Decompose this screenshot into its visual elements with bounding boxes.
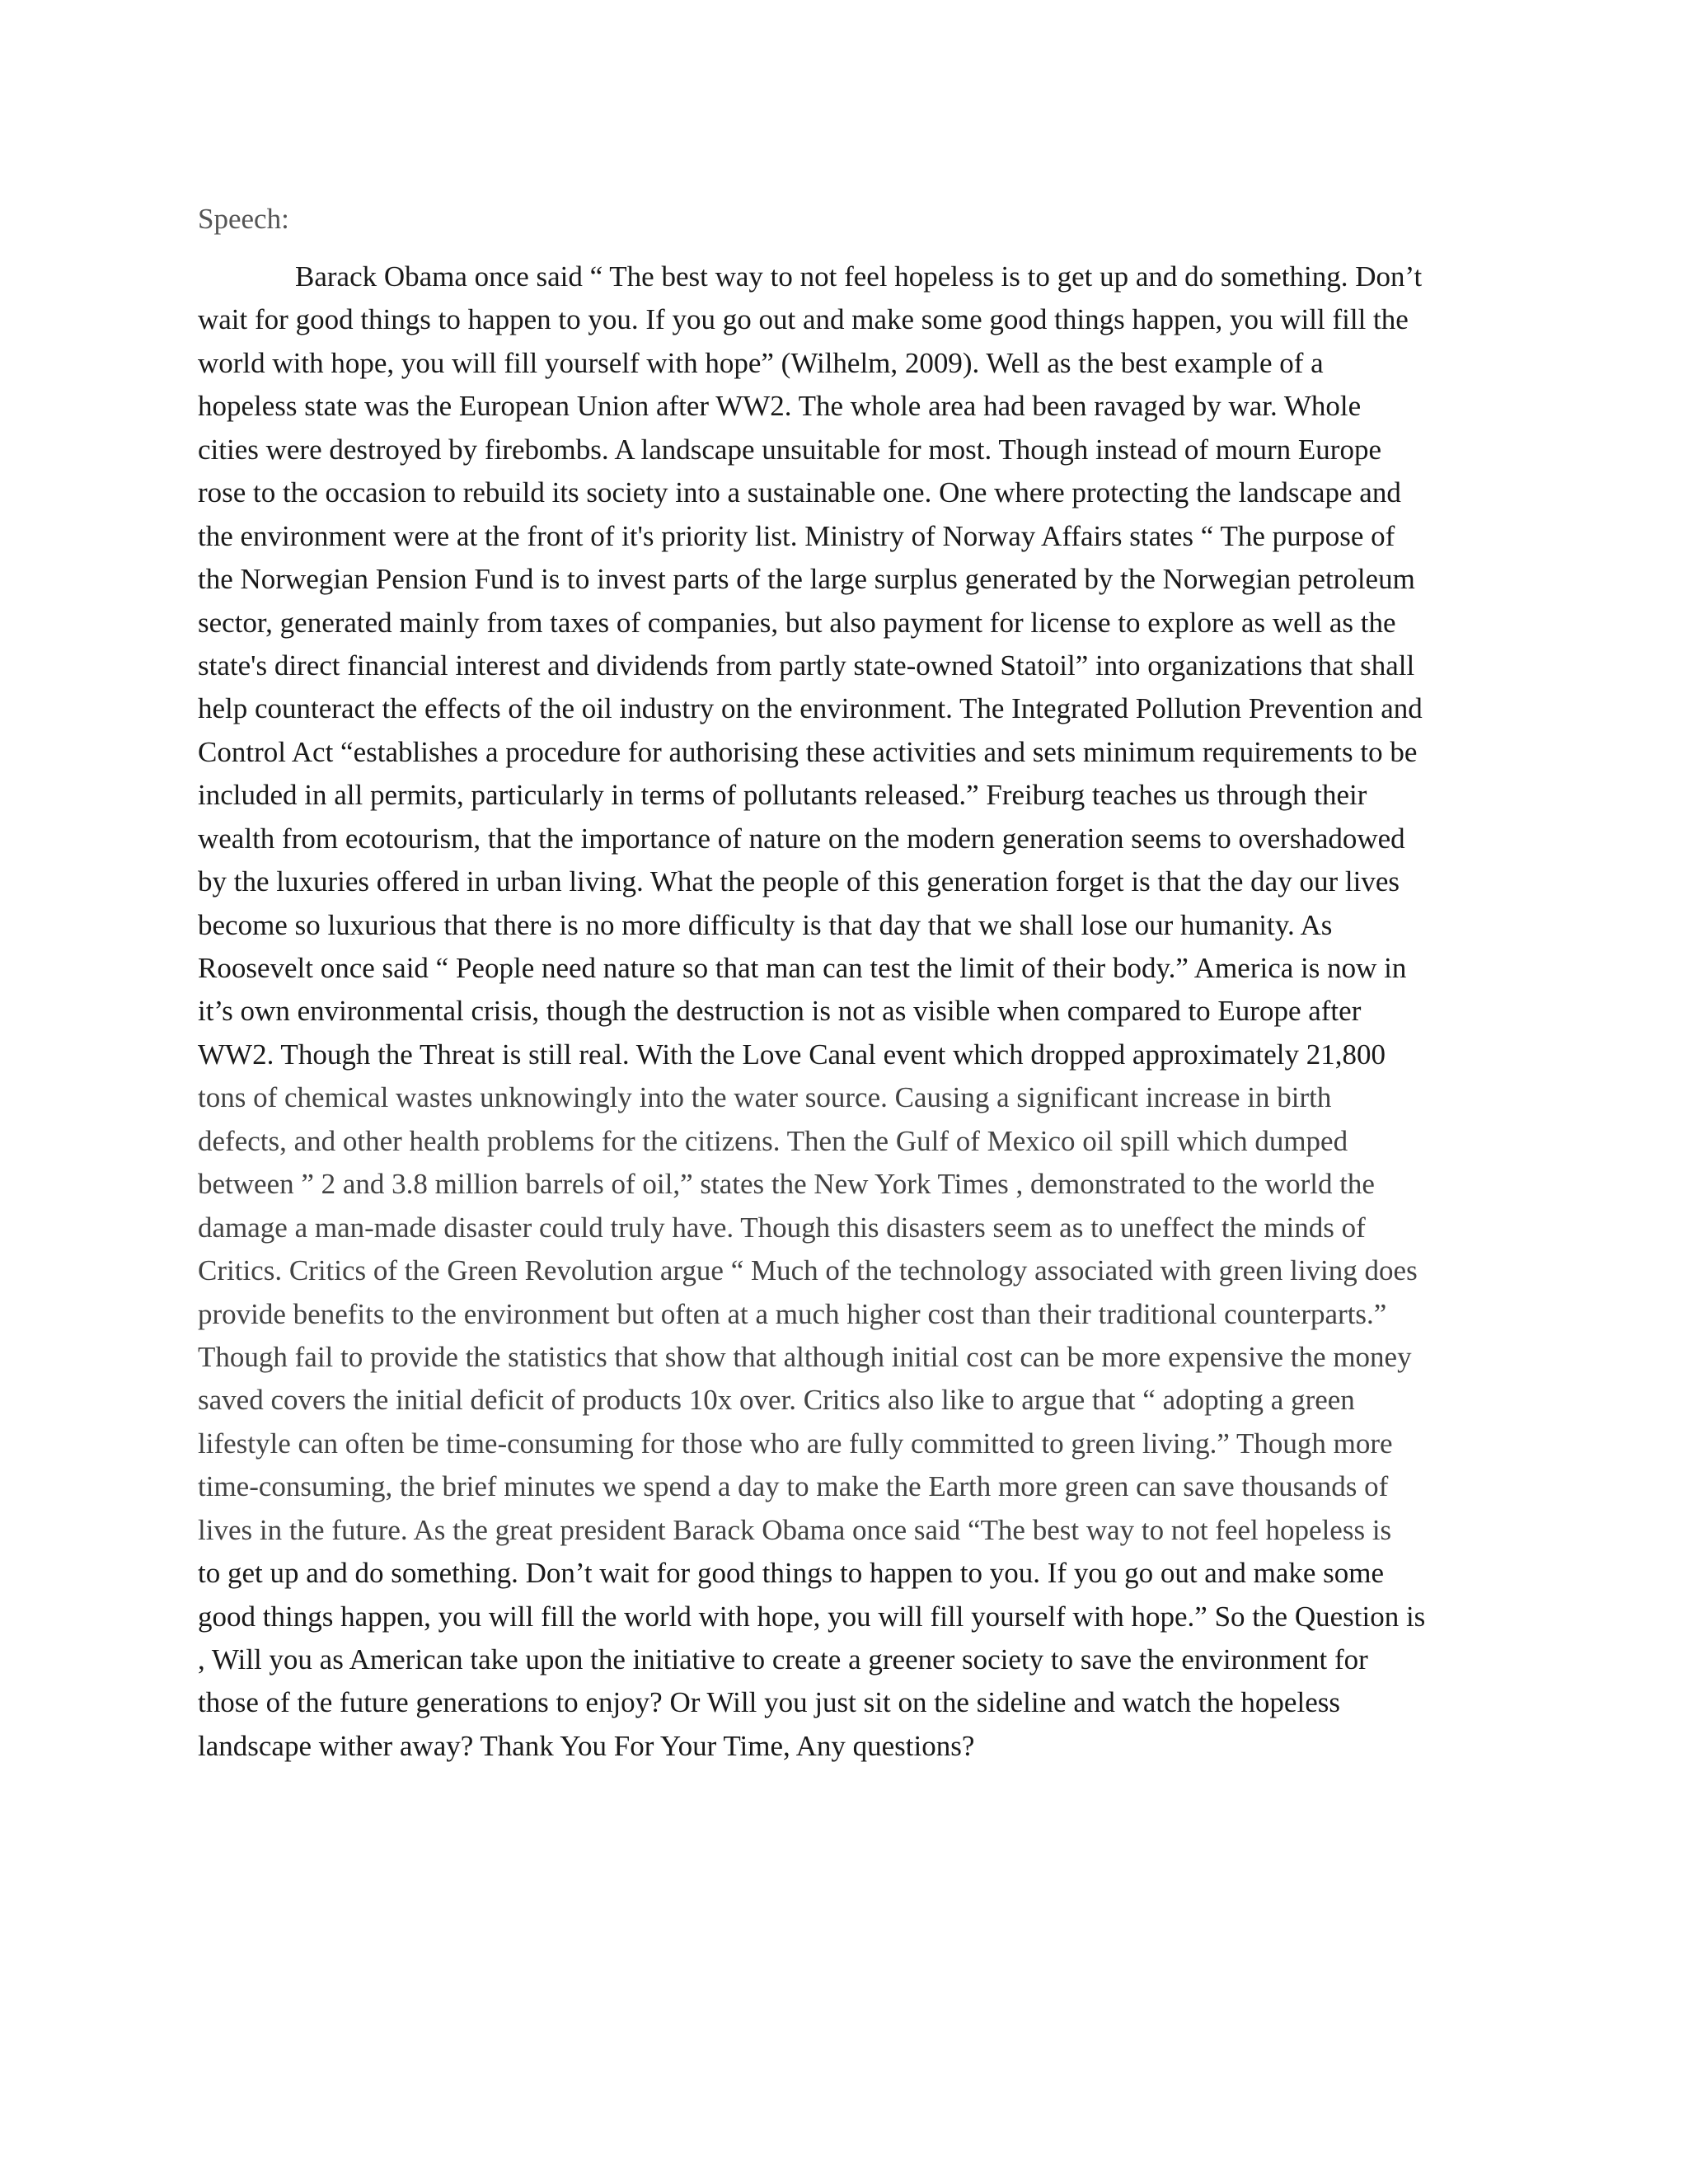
text-line: defects, and other health problems for the citizens. Then the Gulf of Mexico oil spill which dumped (198, 1124, 1348, 1157)
text-line: Critics. Critics of the Green Revolution argue “ Much of the technology associated with green living does (198, 1254, 1418, 1287)
text-line: lifestyle can often be time-consuming for those who are fully committed to green living.” Though more (198, 1427, 1393, 1460)
text-line: by the luxuries offered in urban living. What the people of this generation forget is that the day our lives (198, 865, 1400, 898)
text-line: wait for good things to happen to you. If you go out and make some good things happen, you will fill the (198, 303, 1409, 336)
text-line: WW2. Though the Threat is still real. With the Love Canal event which dropped approximately 21,800 (198, 1038, 1386, 1071)
text-line: wealth from ecotourism, that the importance of nature on the modern generation seems to overshadowed (198, 822, 1405, 855)
text-line: Roosevelt once said “ People need nature so that man can test the limit of their body.” America is now in (198, 952, 1407, 984)
text-line: , Will you as American take upon the initiative to create a greener society to save the environment for (198, 1643, 1368, 1675)
speech-paragraph (198, 255, 1508, 1768)
text-line: rose to the occasion to rebuild its society into a sustainable one. One where protecting the landscape and (198, 476, 1401, 509)
text-line: saved covers the initial deficit of products 10x over. Critics also like to argue that “ adopting a green (198, 1384, 1355, 1417)
text-line: hopeless state was the European Union after WW2. The whole area had been ravaged by war. Whole (198, 390, 1362, 423)
text-line: sector, generated mainly from taxes of companies, but also payment for license to explore as well as the (198, 606, 1396, 639)
text-line: lives in the future. As the great president Barack Obama once said “The best way to not feel hopeless is (198, 1513, 1392, 1546)
text-line: to get up and do something. Don’t wait for good things to happen to you. If you go out and make some (198, 1557, 1385, 1590)
text-line: damage a man-made disaster could truly have. Though this disasters seem as to uneffect the minds of (198, 1211, 1366, 1244)
text-line: cities were destroyed by firebombs. A landscape unsuitable for most. Though instead of mourn Europe (198, 433, 1381, 466)
text-line: Barack Obama once said “ The best way to not feel hopeless is to get up and do something. Don’t (295, 260, 1423, 293)
text-line: provide benefits to the environment but often at a much higher cost than their traditional counterparts.” (198, 1297, 1387, 1330)
text-line: state's direct financial interest and dividends from partly state-owned Statoil” into organizations that shall (198, 649, 1415, 682)
text-line: world with hope, you will fill yourself with hope” (Wilhelm, 2009). Well as the best example of a (198, 346, 1324, 379)
text-line: Control Act “establishes a procedure for authorising these activities and sets minimum requirements to be (198, 735, 1418, 768)
text-line: the Norwegian Pension Fund is to invest parts of the large surplus generated by the Norwegian petroleum (198, 563, 1415, 596)
text-line: it’s own environmental crisis, though the destruction is not as visible when compared to Europe after (198, 995, 1362, 1028)
text-line: help counteract the effects of the oil industry on the environment. The Integrated Pollution Prevention and (198, 692, 1423, 725)
text-line: those of the future generations to enjoy? Or Will you just sit on the sideline and watch the hopeless (198, 1686, 1340, 1719)
text-line: the environment were at the front of it's priority list. Ministry of Norway Affairs states “ The purpose of (198, 519, 1395, 552)
text-line: tons of chemical wastes unknowingly into the water source. Causing a significant increase in birth (198, 1081, 1332, 1114)
text-line: landscape wither away? Thank You For Your Time, Any questions? (198, 1729, 975, 1762)
text-line: between ” 2 and 3.8 million barrels of oil,” states the New York Times , demonstrated to the world the (198, 1168, 1375, 1201)
text-line: included in all permits, particularly in terms of pollutants released.” Freiburg teaches us through their (198, 779, 1367, 812)
text-line: become so luxurious that there is no more difficulty is that day that we shall lose our humanity. As (198, 908, 1333, 941)
document-heading: Speech: (198, 203, 289, 235)
text-line: good things happen, you will fill the world with hope, you will fill yourself with hope.” So the Question is (198, 1600, 1426, 1633)
text-line: Though fail to provide the statistics that show that although initial cost can be more expensive the money (198, 1340, 1412, 1373)
text-line: time-consuming, the brief minutes we spend a day to make the Earth more green can save thousands of (198, 1470, 1389, 1503)
